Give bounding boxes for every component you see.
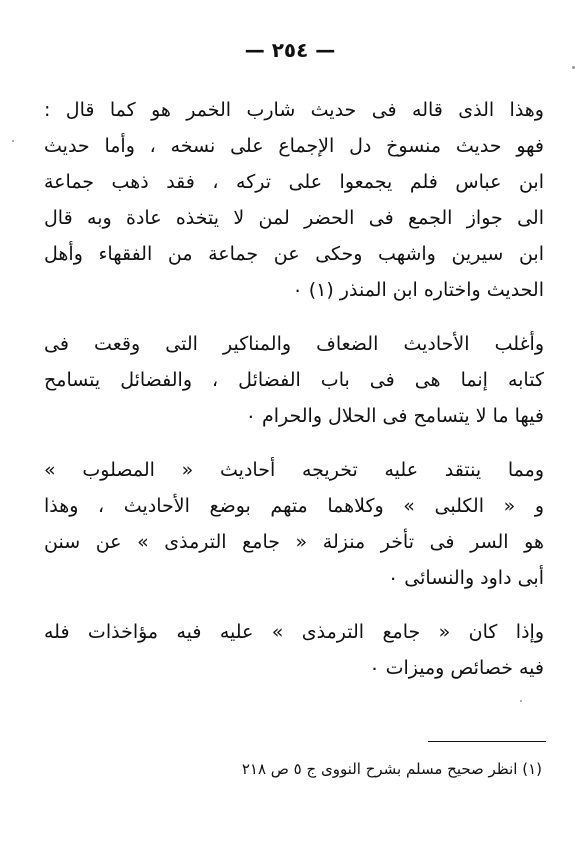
- text-line: ابن سيرين واشهب وحكى عن جماعة من الفقهاء وأهل: [44, 243, 544, 265]
- scan-speck: [572, 66, 575, 69]
- paragraph: [44, 92, 544, 308]
- text-line: الى جواز الجمع فى الحضر لمن لا يتخذه عادة وبه قال: [44, 207, 544, 229]
- text-line: ابن عباس فلم يجمعوا على تركه ، فقد ذهب جماعة: [44, 171, 544, 193]
- text-line: أبى داود والنسائى ٠: [388, 567, 544, 589]
- text-line: ومما ينتقد عليه تخريجه أحاديث « المصلوب »: [44, 459, 544, 481]
- text-line: و « الكلبى » وكلاهما متهم بوضع الأحاديث ، وهذا: [44, 495, 544, 517]
- footnote-divider: [428, 741, 546, 742]
- text-line: وإذا كان « جامع الترمذى » عليه فيه مؤاخذات فله: [44, 621, 544, 643]
- text-line: هو السر فى تأخر منزلة « جامع الترمذى » عن سنن: [44, 531, 544, 553]
- page-number: — ٢٥٤ —: [244, 38, 336, 62]
- text-line: الحديث واختاره ابن المنذر (١) ٠: [292, 279, 544, 301]
- text-line: وأغلب الأحاديث الضعاف والمناكير التى وقعت فى: [44, 333, 544, 355]
- scan-speck: [12, 140, 14, 142]
- body-text: [44, 92, 544, 704]
- text-line: كتابه إنما هى فى باب الفضائل ، والفضائل يتسامح: [44, 369, 544, 391]
- scan-speck: [520, 700, 522, 702]
- text-line: فيها ما لا يتسامح فى الحلال والحرام ٠: [245, 405, 544, 427]
- paragraph: [44, 326, 544, 434]
- paragraph: [44, 452, 544, 596]
- paragraph: [44, 614, 544, 686]
- footnote: (١) انظر صحيح مسلم بشرح النووى ج ٥ ص ٢١٨: [241, 760, 542, 778]
- text-line: فهو حديث منسوخ دل الإجماع على نسخه ، وأما حديث: [44, 135, 544, 157]
- text-line: فيه خصائص وميزات ٠: [369, 657, 544, 679]
- text-line: وهذا الذى قاله فى حديث شارب الخمر هو كما قال :: [44, 99, 544, 121]
